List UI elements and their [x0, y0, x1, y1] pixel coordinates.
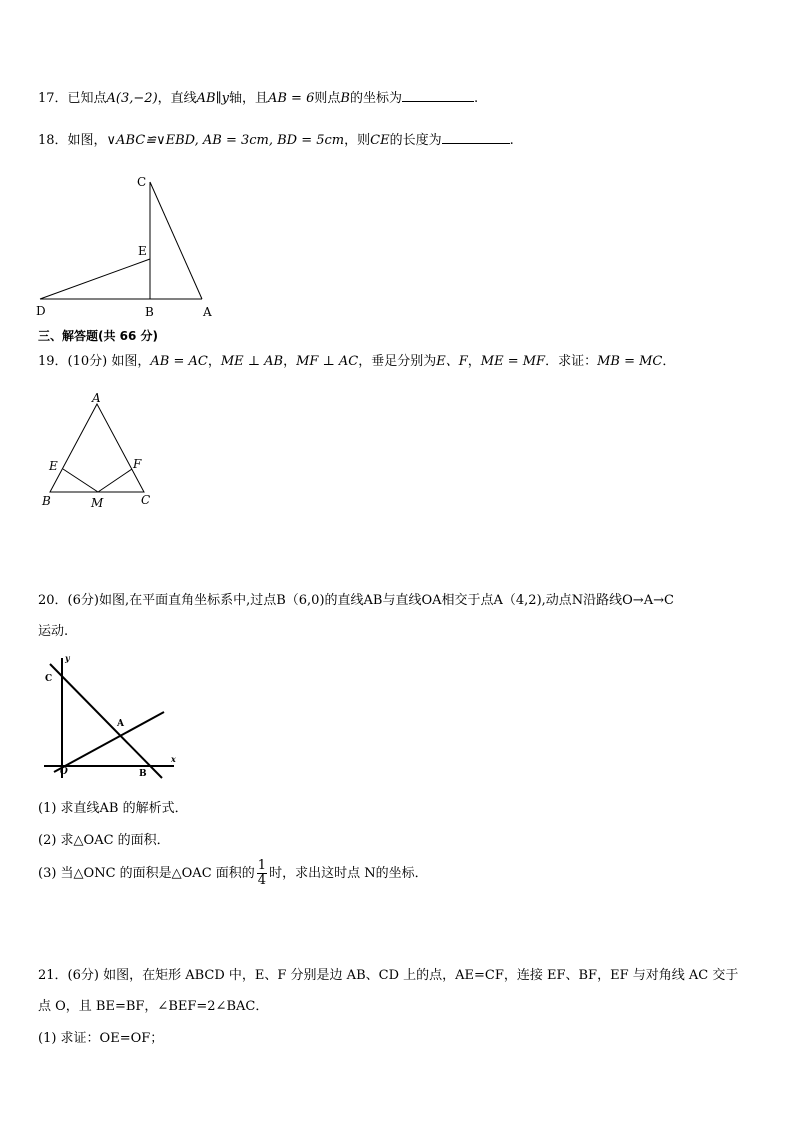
- q18-prefix: 18．如图，: [38, 133, 107, 148]
- q18-answer-blank: [442, 131, 510, 144]
- fraction-denominator: 4: [257, 873, 267, 888]
- q20-part3-suffix: 时，求出这时点 N的坐标．: [269, 866, 428, 881]
- q20-part2: (2) 求△OAC 的面积．: [38, 833, 170, 848]
- label-e: E: [138, 244, 147, 258]
- q20-line1: 20．(6分)如图,在平面直角坐标系中,过点B（6,0)的直线AB与直线OA相交于点A（4,2),动点N沿路线O→A→C: [38, 593, 674, 608]
- q17-relation: AB∥y: [196, 91, 229, 106]
- label-y: y: [65, 653, 70, 663]
- label-b: B: [42, 494, 51, 508]
- q21-line2: 点 O，且 BE=BF，∠BEF=2∠BAC．: [38, 999, 269, 1014]
- segment-de: [40, 259, 150, 299]
- label-a: A: [117, 719, 124, 729]
- q19-s5: ．求证：: [545, 354, 598, 369]
- q17-mid1: ，直线: [157, 91, 197, 106]
- q18-mid: ，则: [344, 133, 371, 148]
- fraction-one-quarter: [257, 859, 267, 888]
- q21-line1: 21．(6分) 如图，在矩形 ABCD 中，E、F 分别是边 AB、CD 上的点，AE=CF，连接 EF、BF，EF 与对角线 AC 交于: [38, 968, 739, 983]
- q17-suffix: 的坐标为: [349, 91, 402, 106]
- q19-s1: ，: [207, 354, 221, 369]
- q17-point: A(3,−2): [106, 91, 158, 106]
- q17-point-b: B: [340, 91, 350, 106]
- q18-end: .: [509, 133, 514, 148]
- q19-s3: ，垂足分别为: [358, 354, 437, 369]
- segment-ca: [150, 182, 202, 299]
- q17-answer-blank: [402, 89, 474, 102]
- figure-20: [38, 652, 188, 782]
- segment-fm: [98, 469, 132, 492]
- triangle-abc: [50, 404, 144, 492]
- label-c: C: [141, 493, 151, 507]
- label-d: D: [36, 304, 46, 318]
- label-e: E: [49, 459, 58, 473]
- q19-c2: ME ⊥ AB: [220, 354, 284, 369]
- q20-part3-prefix: (3) 当△ONC 的面积是△OAC 面积的: [38, 866, 255, 881]
- q20-part3: [38, 858, 428, 890]
- q19-s4: ，: [467, 354, 481, 369]
- question-18: [38, 131, 514, 149]
- section-header: 三、解答题(共 66 分): [38, 329, 159, 343]
- q17-equation: AB = 6: [267, 91, 315, 106]
- q19-c3: MF ⊥ AC: [296, 354, 359, 369]
- q19-c5: ME = MF: [480, 354, 546, 369]
- q17-prefix: 17．已知点: [38, 91, 107, 106]
- label-f: F: [133, 457, 142, 471]
- q19-c4: E、F: [436, 354, 468, 369]
- segment-em: [63, 469, 98, 492]
- q17-end: .: [473, 91, 479, 106]
- label-x: x: [171, 754, 176, 764]
- label-a: A: [92, 391, 101, 405]
- label-m: M: [91, 496, 104, 510]
- q18-condition: ∨ABC≌∨EBD, AB = 3cm, BD = 5cm: [106, 133, 345, 148]
- q21-part1: (1) 求证：OE=OF；: [38, 1031, 164, 1046]
- q18-ce: CE: [370, 133, 390, 148]
- q17-mid2: 轴，且: [228, 91, 268, 106]
- label-c: C: [137, 175, 147, 189]
- question-17: [38, 89, 478, 107]
- label-b: B: [145, 305, 154, 319]
- q19-c1: AB = AC: [150, 354, 208, 369]
- label-o: O: [60, 767, 68, 777]
- line-ab: [50, 664, 162, 778]
- q19-end: ．: [662, 354, 676, 369]
- question-19: [38, 354, 675, 370]
- figure-18: [30, 168, 230, 320]
- q17-mid3: 则点: [314, 91, 341, 106]
- figure-19: [36, 388, 166, 514]
- q19-s2: ，: [283, 354, 297, 369]
- label-b: B: [139, 769, 147, 779]
- q19-prefix: 19．(10分) 如图，: [38, 354, 151, 369]
- q20-part1: (1) 求直线AB 的解析式．: [38, 801, 188, 816]
- q20-line2: 运动.: [38, 624, 69, 639]
- label-a: A: [203, 305, 212, 319]
- fraction-numerator: 1: [257, 858, 267, 873]
- q19-c6: MB = MC: [597, 354, 663, 369]
- label-c: C: [45, 674, 53, 684]
- q18-suffix: 的长度为: [389, 133, 442, 148]
